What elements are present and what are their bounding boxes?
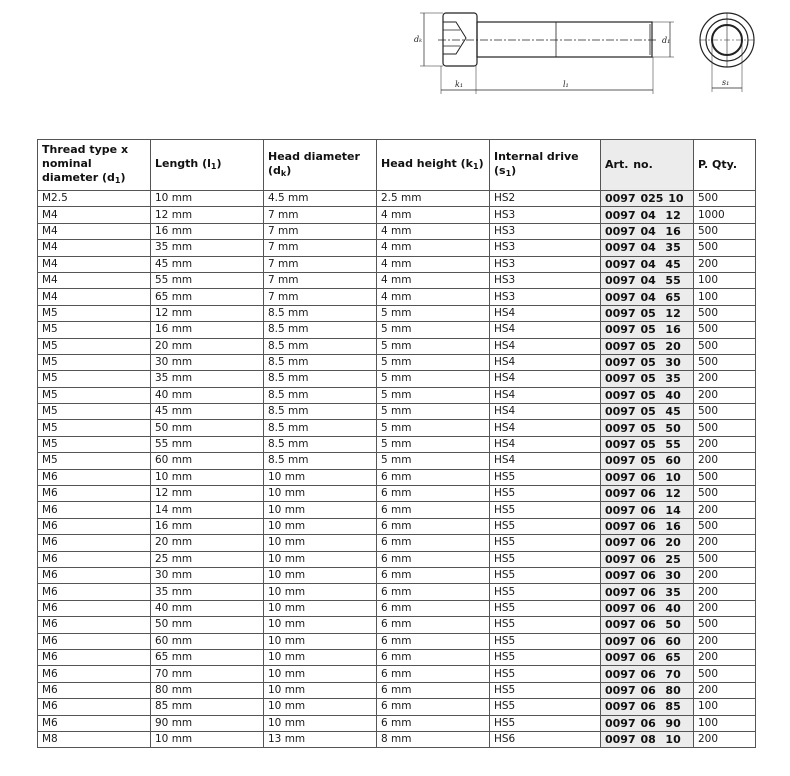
cell-drive: HS4 (490, 322, 601, 338)
cell-pack-qty: 500 (694, 404, 756, 420)
cell-head-diameter: 7 mm (264, 256, 377, 272)
cell-head-diameter: 8.5 mm (264, 338, 377, 354)
cell-head-diameter: 4.5 mm (264, 191, 377, 207)
cell-drive: HS5 (490, 518, 601, 534)
cell-length: 40 mm (151, 600, 264, 616)
cell-pack-qty: 500 (694, 305, 756, 321)
cell-thread: M5 (38, 436, 151, 452)
cell-pack-qty: 200 (694, 633, 756, 649)
header-thread-type: Thread type x nominal diameter $(d_1)$ (38, 140, 151, 191)
cell-pack-qty: 200 (694, 567, 756, 583)
cell-thread: M6 (38, 584, 151, 600)
cell-drive: HS4 (490, 354, 601, 370)
cell-art-no: 0097 06 65 (601, 649, 694, 665)
table-header-row (38, 140, 756, 191)
table-row (38, 223, 756, 239)
cell-head-height: 6 mm (377, 584, 490, 600)
cell-head-diameter: 13 mm (264, 731, 377, 747)
cell-length: 35 mm (151, 584, 264, 600)
cell-thread: M6 (38, 666, 151, 682)
table-row (38, 453, 756, 469)
cell-thread: M6 (38, 535, 151, 551)
cell-thread: M6 (38, 600, 151, 616)
cell-art-no: 0097 06 90 (601, 715, 694, 731)
cell-length: 20 mm (151, 535, 264, 551)
cell-pack-qty: 100 (694, 699, 756, 715)
cell-head-height: 6 mm (377, 699, 490, 715)
cell-length: 60 mm (151, 453, 264, 469)
table-row (38, 305, 756, 321)
cell-head-diameter: 8.5 mm (264, 371, 377, 387)
cell-drive: HS6 (490, 731, 601, 747)
label-l1: l₁ (563, 80, 569, 89)
cell-length: 10 mm (151, 191, 264, 207)
cell-drive: HS5 (490, 715, 601, 731)
header-length: Length $(l_1)$ (151, 140, 264, 191)
cell-head-height: 5 mm (377, 436, 490, 452)
cell-thread: M6 (38, 567, 151, 583)
cell-pack-qty: 500 (694, 240, 756, 256)
cell-head-height: 5 mm (377, 322, 490, 338)
header-internal-drive: Internal drive $(s_1)$ (490, 140, 601, 191)
cell-pack-qty: 500 (694, 191, 756, 207)
cell-art-no: 0097 05 55 (601, 436, 694, 452)
cell-length: 50 mm (151, 420, 264, 436)
cell-head-height: 5 mm (377, 387, 490, 403)
cell-drive: HS5 (490, 666, 601, 682)
cell-length: 55 mm (151, 272, 264, 288)
cell-head-height: 4 mm (377, 223, 490, 239)
cell-thread: M6 (38, 649, 151, 665)
cell-pack-qty: 500 (694, 354, 756, 370)
table-row (38, 289, 756, 305)
cell-head-diameter: 10 mm (264, 469, 377, 485)
cell-length: 85 mm (151, 699, 264, 715)
cell-length: 16 mm (151, 322, 264, 338)
table-row (38, 436, 756, 452)
cell-art-no: 0097 05 12 (601, 305, 694, 321)
screw-technical-drawing (400, 0, 790, 110)
cell-thread: M5 (38, 322, 151, 338)
cell-head-diameter: 8.5 mm (264, 436, 377, 452)
cell-thread: M5 (38, 387, 151, 403)
cell-thread: M6 (38, 682, 151, 698)
cell-head-height: 6 mm (377, 535, 490, 551)
cell-thread: M6 (38, 633, 151, 649)
cell-thread: M5 (38, 338, 151, 354)
cell-thread: M4 (38, 256, 151, 272)
cell-art-no: 0097 025 10 (601, 191, 694, 207)
cell-length: 16 mm (151, 223, 264, 239)
cell-pack-qty: 200 (694, 682, 756, 698)
cell-drive: HS5 (490, 551, 601, 567)
cell-head-diameter: 8.5 mm (264, 404, 377, 420)
cell-art-no: 0097 04 55 (601, 272, 694, 288)
cell-art-no: 0097 06 80 (601, 682, 694, 698)
table-body (38, 191, 756, 748)
cell-head-height: 6 mm (377, 469, 490, 485)
cell-drive: HS3 (490, 272, 601, 288)
cell-head-height: 8 mm (377, 731, 490, 747)
table-row (38, 371, 756, 387)
cell-head-height: 5 mm (377, 305, 490, 321)
cell-pack-qty: 200 (694, 535, 756, 551)
cell-thread: M5 (38, 371, 151, 387)
cell-head-diameter: 8.5 mm (264, 354, 377, 370)
cell-length: 30 mm (151, 354, 264, 370)
table-row (38, 649, 756, 665)
cell-drive: HS5 (490, 567, 601, 583)
cell-thread: M6 (38, 469, 151, 485)
header-head-height: Head height $(k_1)$ (377, 140, 490, 191)
cell-head-diameter: 10 mm (264, 551, 377, 567)
cell-art-no: 0097 08 10 (601, 731, 694, 747)
cell-thread: M6 (38, 518, 151, 534)
table-row (38, 338, 756, 354)
cell-length: 80 mm (151, 682, 264, 698)
cell-art-no: 0097 06 20 (601, 535, 694, 551)
cell-drive: HS4 (490, 436, 601, 452)
cell-drive: HS4 (490, 338, 601, 354)
table-row (38, 731, 756, 747)
cell-pack-qty: 100 (694, 715, 756, 731)
table-row (38, 567, 756, 583)
cell-thread: M5 (38, 404, 151, 420)
table-row (38, 191, 756, 207)
cell-art-no: 0097 04 16 (601, 223, 694, 239)
table-row (38, 682, 756, 698)
cell-art-no: 0097 06 60 (601, 633, 694, 649)
table-row (38, 535, 756, 551)
cell-thread: M5 (38, 420, 151, 436)
header-pack-qty: P. Qty. (694, 140, 756, 191)
table-row (38, 699, 756, 715)
cell-art-no: 0097 05 50 (601, 420, 694, 436)
table-row (38, 551, 756, 567)
cell-pack-qty: 100 (694, 289, 756, 305)
cell-length: 12 mm (151, 486, 264, 502)
cell-head-height: 5 mm (377, 420, 490, 436)
table-row (38, 502, 756, 518)
cell-head-diameter: 10 mm (264, 518, 377, 534)
table-row (38, 322, 756, 338)
cell-drive: HS4 (490, 420, 601, 436)
cell-head-height: 2.5 mm (377, 191, 490, 207)
cell-head-height: 6 mm (377, 633, 490, 649)
cell-head-diameter: 10 mm (264, 502, 377, 518)
cell-pack-qty: 200 (694, 453, 756, 469)
cell-art-no: 0097 04 12 (601, 207, 694, 223)
cell-head-height: 5 mm (377, 453, 490, 469)
cell-art-no: 0097 05 45 (601, 404, 694, 420)
table-row (38, 600, 756, 616)
cell-length: 35 mm (151, 371, 264, 387)
cell-head-diameter: 8.5 mm (264, 453, 377, 469)
cell-art-no: 0097 06 10 (601, 469, 694, 485)
cell-pack-qty: 1000 (694, 207, 756, 223)
cell-pack-qty: 500 (694, 617, 756, 633)
cell-head-height: 6 mm (377, 666, 490, 682)
cell-pack-qty: 500 (694, 420, 756, 436)
cell-thread: M6 (38, 699, 151, 715)
cell-length: 70 mm (151, 666, 264, 682)
table-row (38, 617, 756, 633)
cell-art-no: 0097 06 35 (601, 584, 694, 600)
table-row (38, 420, 756, 436)
cell-length: 30 mm (151, 567, 264, 583)
cell-head-diameter: 10 mm (264, 600, 377, 616)
cell-art-no: 0097 04 65 (601, 289, 694, 305)
table-row (38, 272, 756, 288)
cell-head-diameter: 10 mm (264, 699, 377, 715)
cell-head-height: 6 mm (377, 551, 490, 567)
cell-length: 14 mm (151, 502, 264, 518)
cell-head-diameter: 10 mm (264, 649, 377, 665)
cell-drive: HS5 (490, 600, 601, 616)
cell-pack-qty: 500 (694, 322, 756, 338)
label-dk: dₖ (414, 35, 423, 44)
cell-length: 45 mm (151, 404, 264, 420)
cell-head-diameter: 10 mm (264, 535, 377, 551)
cell-head-height: 4 mm (377, 256, 490, 272)
cell-drive: HS4 (490, 305, 601, 321)
cell-pack-qty: 500 (694, 338, 756, 354)
header-head-diameter: Head diameter $(d_k)$ (264, 140, 377, 191)
cell-head-diameter: 10 mm (264, 666, 377, 682)
cell-length: 45 mm (151, 256, 264, 272)
cell-pack-qty: 100 (694, 272, 756, 288)
cell-thread: M8 (38, 731, 151, 747)
cell-drive: HS3 (490, 256, 601, 272)
cell-thread: M6 (38, 486, 151, 502)
cell-head-diameter: 7 mm (264, 240, 377, 256)
cell-head-height: 6 mm (377, 682, 490, 698)
cell-drive: HS5 (490, 649, 601, 665)
cell-art-no: 0097 06 40 (601, 600, 694, 616)
cell-art-no: 0097 06 12 (601, 486, 694, 502)
cell-drive: HS3 (490, 223, 601, 239)
cell-thread: M2.5 (38, 191, 151, 207)
cell-drive: HS4 (490, 371, 601, 387)
cell-length: 16 mm (151, 518, 264, 534)
cell-drive: HS4 (490, 404, 601, 420)
cell-head-height: 6 mm (377, 617, 490, 633)
cell-drive: HS5 (490, 617, 601, 633)
cell-drive: HS5 (490, 535, 601, 551)
cell-head-height: 5 mm (377, 371, 490, 387)
cell-head-diameter: 7 mm (264, 289, 377, 305)
cell-length: 10 mm (151, 731, 264, 747)
cell-thread: M5 (38, 354, 151, 370)
cell-head-diameter: 7 mm (264, 223, 377, 239)
cell-pack-qty: 200 (694, 600, 756, 616)
cell-head-diameter: 10 mm (264, 567, 377, 583)
cell-pack-qty: 200 (694, 731, 756, 747)
cell-pack-qty: 500 (694, 551, 756, 567)
cell-thread: M5 (38, 305, 151, 321)
cell-drive: HS5 (490, 633, 601, 649)
cell-art-no: 0097 06 85 (601, 699, 694, 715)
cell-art-no: 0097 05 16 (601, 322, 694, 338)
cell-pack-qty: 200 (694, 584, 756, 600)
cell-art-no: 0097 06 14 (601, 502, 694, 518)
cell-pack-qty: 500 (694, 518, 756, 534)
cell-art-no: 0097 06 16 (601, 518, 694, 534)
table-row (38, 207, 756, 223)
cell-head-diameter: 10 mm (264, 633, 377, 649)
table-row (38, 256, 756, 272)
cell-art-no: 0097 05 40 (601, 387, 694, 403)
cell-head-height: 6 mm (377, 502, 490, 518)
cell-head-diameter: 7 mm (264, 272, 377, 288)
cell-head-diameter: 10 mm (264, 682, 377, 698)
cell-drive: HS5 (490, 584, 601, 600)
cell-pack-qty: 200 (694, 256, 756, 272)
cell-thread: M4 (38, 240, 151, 256)
table-row (38, 404, 756, 420)
cell-length: 40 mm (151, 387, 264, 403)
table-row (38, 469, 756, 485)
cell-pack-qty: 200 (694, 387, 756, 403)
cell-length: 60 mm (151, 633, 264, 649)
product-spec-table (37, 139, 756, 748)
cell-length: 12 mm (151, 305, 264, 321)
cell-pack-qty: 500 (694, 486, 756, 502)
label-d1: d₁ (662, 36, 671, 45)
cell-head-height: 6 mm (377, 715, 490, 731)
cell-pack-qty: 200 (694, 371, 756, 387)
table-row (38, 633, 756, 649)
cell-head-height: 6 mm (377, 567, 490, 583)
cell-pack-qty: 500 (694, 223, 756, 239)
cell-drive: HS5 (490, 682, 601, 698)
cell-art-no: 0097 04 35 (601, 240, 694, 256)
cell-head-height: 4 mm (377, 240, 490, 256)
cell-thread: M4 (38, 207, 151, 223)
cell-thread: M4 (38, 289, 151, 305)
cell-thread: M6 (38, 715, 151, 731)
cell-head-diameter: 8.5 mm (264, 387, 377, 403)
cell-pack-qty: 500 (694, 469, 756, 485)
cell-head-diameter: 10 mm (264, 584, 377, 600)
cell-drive: HS3 (490, 289, 601, 305)
cell-length: 55 mm (151, 436, 264, 452)
cell-length: 25 mm (151, 551, 264, 567)
cell-art-no: 0097 05 30 (601, 354, 694, 370)
cell-length: 10 mm (151, 469, 264, 485)
cell-head-height: 6 mm (377, 486, 490, 502)
cell-pack-qty: 200 (694, 649, 756, 665)
cell-head-diameter: 7 mm (264, 207, 377, 223)
cell-head-height: 4 mm (377, 207, 490, 223)
cell-length: 50 mm (151, 617, 264, 633)
cell-art-no: 0097 06 70 (601, 666, 694, 682)
table-row (38, 518, 756, 534)
cell-head-height: 5 mm (377, 404, 490, 420)
cell-thread: M4 (38, 272, 151, 288)
cell-head-height: 5 mm (377, 354, 490, 370)
cell-length: 65 mm (151, 289, 264, 305)
cell-drive: HS5 (490, 469, 601, 485)
label-s1: s₁ (722, 78, 730, 87)
table-row (38, 715, 756, 731)
header-art-no: Art. no. (601, 140, 694, 191)
cell-thread: M5 (38, 453, 151, 469)
cell-length: 12 mm (151, 207, 264, 223)
cell-art-no: 0097 05 35 (601, 371, 694, 387)
table-row (38, 387, 756, 403)
table-row (38, 354, 756, 370)
cell-art-no: 0097 06 50 (601, 617, 694, 633)
cell-head-diameter: 10 mm (264, 715, 377, 731)
cell-drive: HS5 (490, 502, 601, 518)
cell-thread: M4 (38, 223, 151, 239)
cell-art-no: 0097 05 60 (601, 453, 694, 469)
cell-length: 20 mm (151, 338, 264, 354)
cell-head-height: 6 mm (377, 649, 490, 665)
cell-head-diameter: 10 mm (264, 486, 377, 502)
cell-head-height: 4 mm (377, 289, 490, 305)
cell-head-height: 4 mm (377, 272, 490, 288)
cell-pack-qty: 200 (694, 502, 756, 518)
cell-art-no: 0097 06 25 (601, 551, 694, 567)
cell-head-diameter: 8.5 mm (264, 420, 377, 436)
cell-head-height: 5 mm (377, 338, 490, 354)
cell-head-diameter: 10 mm (264, 617, 377, 633)
cell-head-height: 6 mm (377, 518, 490, 534)
cell-art-no: 0097 06 30 (601, 567, 694, 583)
cell-art-no: 0097 05 20 (601, 338, 694, 354)
cell-length: 90 mm (151, 715, 264, 731)
cell-pack-qty: 200 (694, 436, 756, 452)
cell-drive: HS5 (490, 699, 601, 715)
table-row (38, 486, 756, 502)
cell-thread: M6 (38, 502, 151, 518)
cell-thread: M6 (38, 617, 151, 633)
cell-art-no: 0097 04 45 (601, 256, 694, 272)
table-row (38, 666, 756, 682)
table-row (38, 584, 756, 600)
cell-drive: HS2 (490, 191, 601, 207)
cell-drive: HS4 (490, 453, 601, 469)
cell-head-height: 6 mm (377, 600, 490, 616)
cell-drive: HS5 (490, 486, 601, 502)
cell-length: 65 mm (151, 649, 264, 665)
table-row (38, 240, 756, 256)
cell-pack-qty: 500 (694, 666, 756, 682)
cell-head-diameter: 8.5 mm (264, 322, 377, 338)
cell-drive: HS3 (490, 240, 601, 256)
label-k1: k₁ (455, 80, 464, 89)
cell-thread: M6 (38, 551, 151, 567)
cell-drive: HS4 (490, 387, 601, 403)
cell-drive: HS3 (490, 207, 601, 223)
cell-head-diameter: 8.5 mm (264, 305, 377, 321)
cell-length: 35 mm (151, 240, 264, 256)
